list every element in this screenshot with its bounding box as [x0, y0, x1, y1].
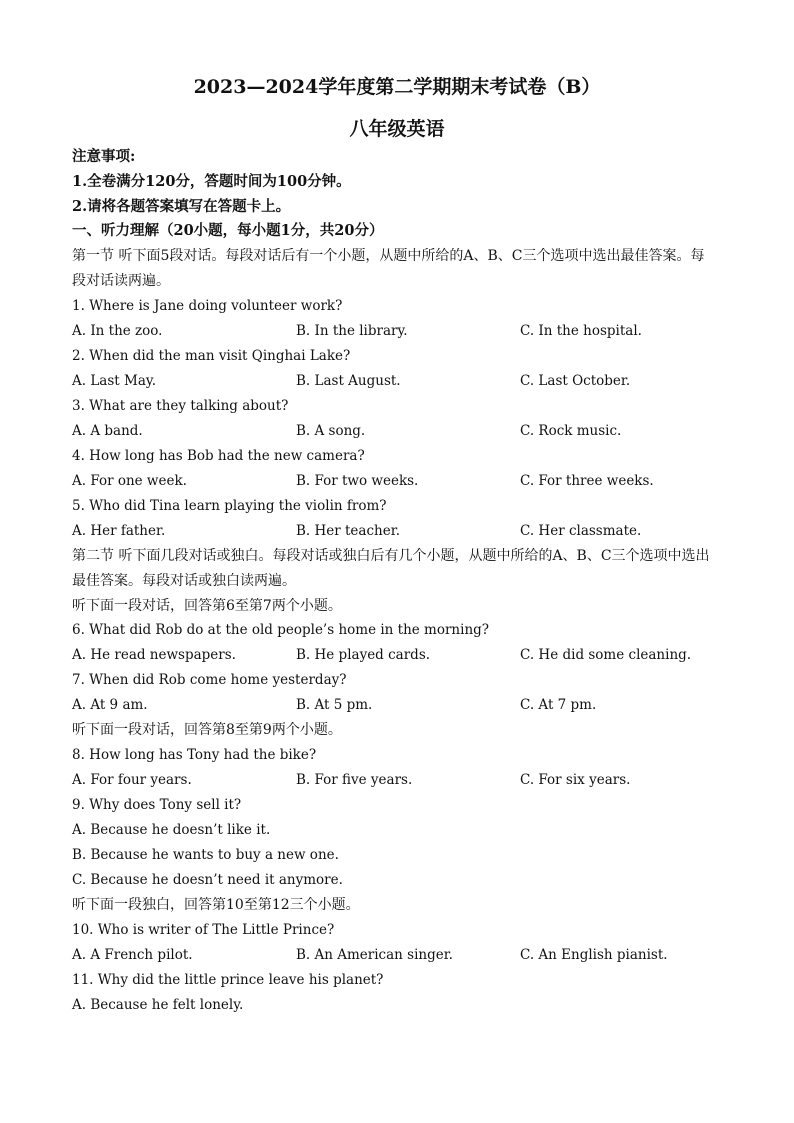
part-2-instructions-cont: 最佳答案。每段对话或独白读两遍。	[72, 573, 296, 589]
question-7: 7. When did Rob come home yesterday?	[72, 672, 347, 688]
q1-option-c: C. In the hospital.	[520, 323, 642, 339]
q8-option-b: B. For five years.	[296, 772, 413, 788]
q2-option-b: B. Last August.	[296, 373, 401, 389]
part-1-instructions: 第一节 听下面5段对话。每段对话后有一个小题，从题中所给的A、B、C三个选项中选出最佳答案。每	[72, 248, 705, 264]
exam-title: 2023—2024学年度第二学期期末考试卷（B）	[193, 76, 601, 98]
q3-option-c: C. Rock music.	[520, 423, 622, 439]
question-9: 9. Why does Tony sell it?	[72, 797, 242, 813]
q1-option-b: B. In the library.	[296, 323, 408, 339]
part-1-instructions-cont: 段对话读两遍。	[72, 273, 170, 289]
instruction-q6-q7: 听下面一段对话，回答第6至第7两个小题。	[72, 598, 342, 614]
q5-option-c: C. Her classmate.	[520, 523, 642, 539]
q10-option-b: B. An American singer.	[296, 947, 453, 963]
q3-option-b: B. A song.	[296, 423, 366, 439]
q10-option-c: C. An English pianist.	[520, 947, 668, 963]
instruction-q10-q12: 听下面一段独白，回答第10至第12三个小题。	[72, 897, 360, 913]
q7-option-c: C. At 7 pm.	[520, 697, 597, 713]
question-1: 1. Where is Jane doing volunteer work?	[72, 298, 343, 314]
instruction-q8-q9: 听下面一段对话，回答第8至第9两个小题。	[72, 722, 342, 738]
q9-option-c: C. Because he doesn’t need it anymore.	[72, 872, 343, 888]
question-11: 11. Why did the little prince leave his planet?	[72, 972, 384, 988]
q7-option-b: B. At 5 pm.	[296, 697, 373, 713]
q8-option-a: A. For four years.	[72, 772, 192, 788]
q6-option-a: A. He read newspapers.	[72, 647, 236, 663]
question-6: 6. What did Rob do at the old people’s home in the morning?	[72, 622, 490, 638]
question-2: 2. When did the man visit Qinghai Lake?	[72, 348, 351, 364]
question-5: 5. Who did Tina learn playing the violin from?	[72, 498, 387, 514]
q6-option-b: B. He played cards.	[296, 647, 431, 663]
q11-option-a: A. Because he felt lonely.	[72, 997, 244, 1013]
section-1-title: 一、听力理解（20小题，每小题1分，共20分）	[72, 222, 384, 239]
question-8: 8. How long has Tony had the bike?	[72, 747, 317, 763]
q10-option-a: A. A French pilot.	[72, 947, 193, 963]
q3-option-a: A. A band.	[72, 423, 143, 439]
q2-option-a: A. Last May.	[72, 373, 156, 389]
part-2-instructions: 第二节 听下面几段对话或独白。每段对话或独白后有几个小题，从题中所给的A、B、C三个选项中选出	[72, 548, 710, 564]
question-3: 3. What are they talking about?	[72, 398, 289, 414]
q4-option-b: B. For two weeks.	[296, 473, 419, 489]
notes-item-2: 2.请将各题答案填写在答题卡上。	[72, 198, 291, 215]
q9-option-b: B. Because he wants to buy a new one.	[72, 847, 339, 863]
q5-option-a: A. Her father.	[72, 523, 166, 539]
q7-option-a: A. At 9 am.	[72, 697, 148, 713]
question-10: 10. Who is writer of The Little Prince?	[72, 922, 335, 938]
q4-option-c: C. For three weeks.	[520, 473, 654, 489]
exam-subtitle: 八年级英语	[349, 118, 445, 140]
notes-item-1: 1.全卷满分120分，答题时间为100分钟。	[72, 173, 351, 190]
q2-option-c: C. Last October.	[520, 373, 631, 389]
q4-option-a: A. For one week.	[72, 473, 187, 489]
question-4: 4. How long has Bob had the new camera?	[72, 448, 365, 464]
q6-option-c: C. He did some cleaning.	[520, 647, 692, 663]
q8-option-c: C. For six years.	[520, 772, 631, 788]
q9-option-a: A. Because he doesn’t like it.	[72, 822, 271, 838]
q5-option-b: B. Her teacher.	[296, 523, 400, 539]
notes-heading: 注意事项:	[72, 148, 136, 165]
q1-option-a: A. In the zoo.	[72, 323, 163, 339]
